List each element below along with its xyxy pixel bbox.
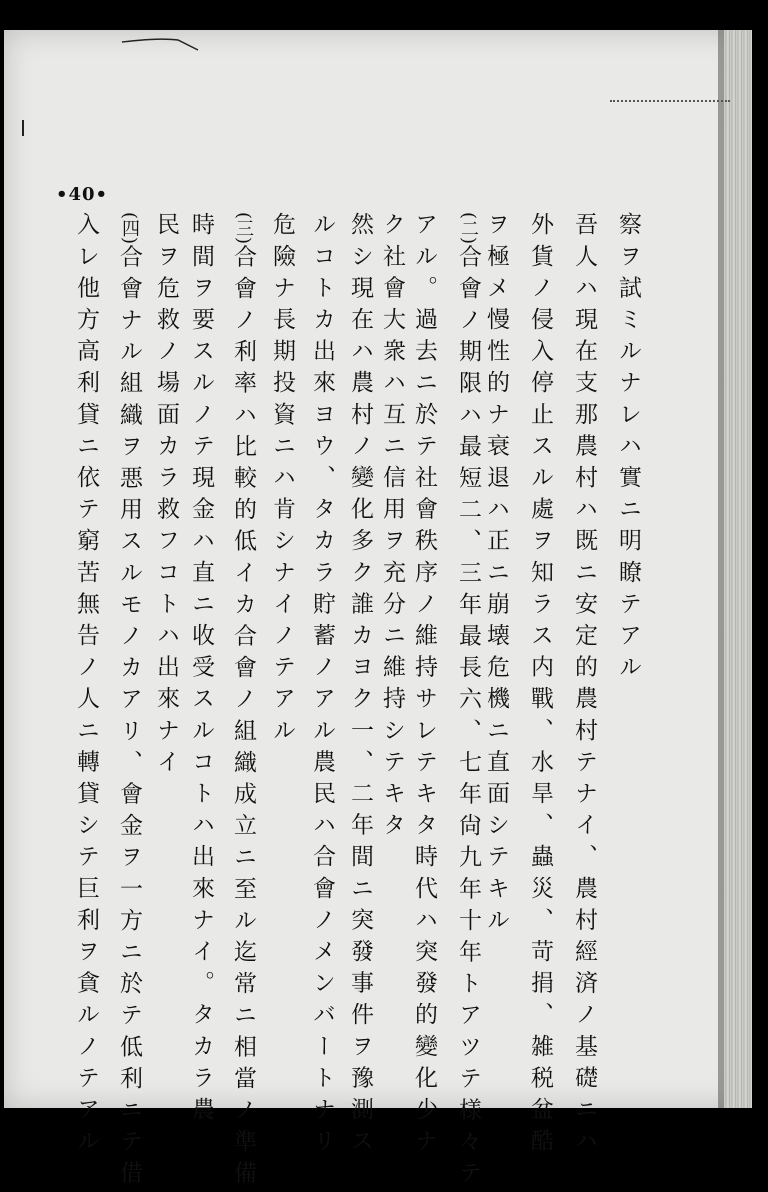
margin-tick-mark [22, 120, 24, 136]
page-stack-edge [724, 30, 752, 1108]
text-column [525, 212, 555, 1160]
column-text: 時間ヲ要スルノテ現金ハ直ニ收受スルコトハ出來ナイ。タカラ農 [188, 212, 214, 1129]
text-column [151, 212, 181, 781]
column-text: 然シ現在ハ農村ノ變化多ク誰カヨク一、二年間ニ突發事件ヲ豫測ス [347, 212, 373, 1160]
text-column [71, 212, 101, 1160]
column-text: ク社會大衆ハ互ニ信用ヲ充分ニ維持シテキタ [379, 212, 405, 844]
column-text: 入レ他方高利貸ニ依テ窮苦無告ノ人ニ轉貸シテ巨利ヲ貪ルノテアル [73, 212, 99, 1160]
section-marker: (四) [119, 212, 140, 245]
column-text: 危險ナ長期投資ニハ肯シナイノテアル [269, 212, 295, 750]
faint-dotted-mark [610, 100, 730, 108]
column-text: 外貨ノ侵入停止スル處ヲ知ラス内戰、水旱、蟲災、苛捐、雑税盆酷 [527, 212, 553, 1160]
column-text: ヲ極メ慢性的ナ衰退ハ正ニ崩壊危機ニ直面シテキル [483, 212, 509, 939]
column-text: 合會ナル組織ヲ悪用スルモノカアリ、會金ヲ一方ニ於テ低利ニテ借 [116, 244, 142, 1192]
column-text: 察ヲ試ミルナレハ實ニ明瞭テアル [615, 212, 641, 686]
text-column [569, 212, 599, 1160]
column-text: 合會ノ利率ハ比較的低イカ合會ノ組織成立ニ至ル迄常ニ相當ノ準備 [230, 244, 256, 1192]
column-text: 合會ノ期限ハ最短二、三年最長六、七年尙九年十年トアツテ様々テ [455, 244, 481, 1192]
text-column [114, 212, 144, 1192]
text-column [228, 212, 258, 1192]
text-column [377, 212, 407, 844]
text-column [307, 212, 337, 1160]
section-marker: (二) [458, 212, 479, 245]
text-column [613, 212, 643, 686]
pencil-mark [120, 34, 200, 52]
text-column [345, 212, 375, 1160]
section-marker: (三) [233, 212, 254, 245]
text-column [481, 212, 511, 939]
column-text: アル。過去ニ於テ社會秩序ノ維持サレテキタ時代ハ突發的變化少ナ [411, 212, 437, 1160]
column-text: 吾人ハ現在支那農村ハ既ニ安定的農村テナイ、農村經済ノ基礎ニハ [571, 212, 597, 1160]
page-number: •40• [56, 184, 109, 205]
text-column [409, 212, 439, 1160]
text-column [267, 212, 297, 749]
column-text: 民ヲ危救ノ場面カラ救フコトハ出來ナイ [153, 212, 179, 781]
text-column [453, 212, 483, 1192]
text-column [186, 212, 216, 1128]
column-text: ルコトカ出來ヨウ、タカラ貯蓄ノアル農民ハ合會ノメンバートナリ [309, 212, 335, 1160]
